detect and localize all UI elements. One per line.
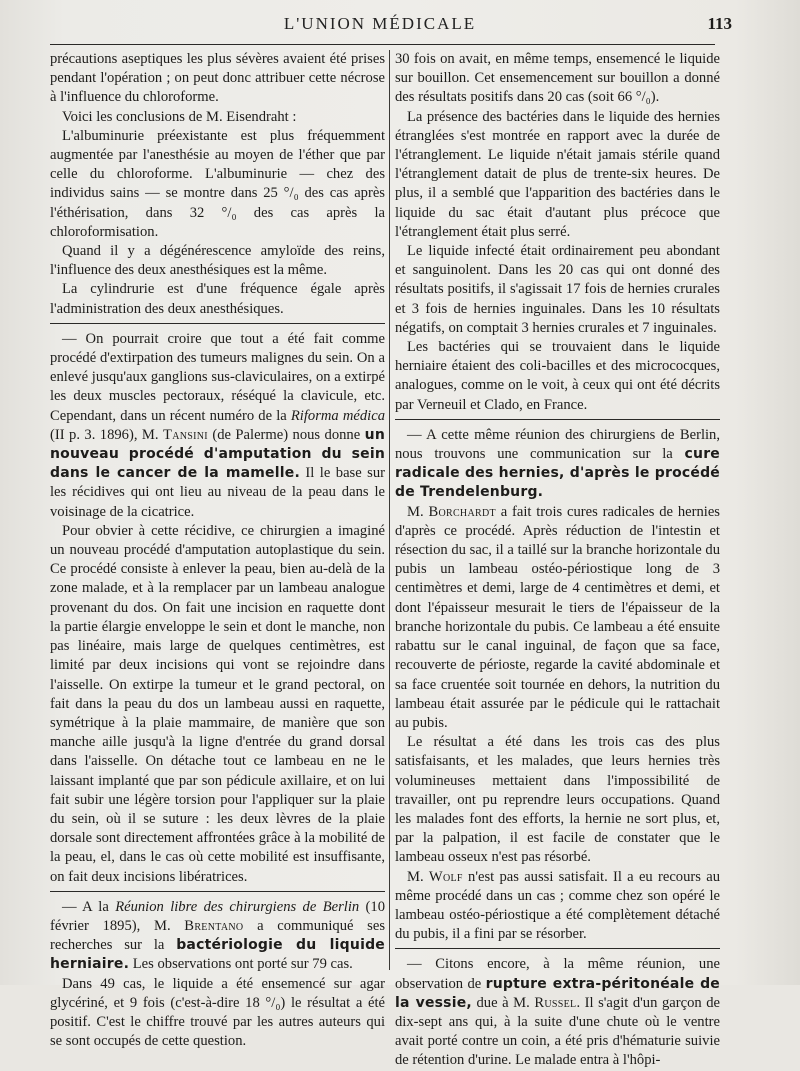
text-run: — On pourrait croire que tout a été fait comme procédé d'extirpation des tumeurs malignes du sein. On a enlevé jusqu'aux ganglions sus-claviculaires, on a extirpé les deux muscles pectoraux, réséqué la clavicule, etc. Cependant, dans un récent numéro de la (50, 330, 385, 424)
section-separator (395, 948, 720, 949)
paragraph-brentano (50, 898, 385, 975)
bold-topic: cure radicale des hernies, d'après le procédé de Trendelenburg. (395, 446, 720, 501)
author-name: Wolf (428, 868, 463, 885)
text-run: a communiqué ses recherches sur la (50, 917, 385, 954)
bold-topic: rupture extra-péritonéale de la vessie, (395, 975, 720, 1011)
text-run: . Il s'agit d'un garçon de dix-sept ans qui, à la suite d'une chute où le ventre avait porté contre un coin, a été pris d'hématurie suivie de rétention d'urine. Le malade entra à l'hôpi- (395, 994, 720, 1069)
left-column (50, 50, 385, 1051)
journal-title: L'UNION MÉDICALE (283, 14, 477, 33)
paragraph: Voici les conclusions de M. Eisendraht : (62, 108, 297, 125)
text-run: — Citons encore, à la même réunion, une observation de (395, 956, 720, 992)
text-run: M. (407, 868, 429, 885)
section-separator (50, 891, 385, 892)
paragraph: La présence des bactéries dans le liquide des hernies étranglées s'est montrée en rapport avec la durée de l'étranglement. Le liquide n'était jamais stérile quand l'étranglement datait de plus de trente-six heures. De plus, il a semblé que l'apparition des bactéries dans le liquide du sac était d'autant plus précoce que l'étranglement était plus serré. (395, 108, 720, 240)
text-run: Les observations ont porté sur 79 cas. (129, 956, 353, 973)
paragraph: La cylindrurie est d'une fréquence égale après l'administration des deux anesthésiques. (50, 281, 385, 317)
paragraph: Quand il y a dégénérescence amyloïde des reins, l'influence des deux anesthésiques est la même. (50, 243, 385, 279)
text-run: (II p. 3. 1896), M. (50, 426, 163, 443)
text-run: Il le base sur les récidives qui ont lieu au niveau de la peau dans le voisinage de la cicatrice. (50, 465, 385, 520)
paragraph: Dans 49 cas, le liquide a été ensemencé sur agar glycériné, et 9 fois (c'est-à-dire 18 °/₀) le résultat a été positif. C'est le chiffre trouvé par les autres auteurs qui se sont occupés de cette question. (50, 975, 385, 1050)
text-run: (de Palerme) nous donne (207, 426, 365, 443)
section-separator (50, 323, 385, 324)
paragraph: précautions aseptiques les plus sévères avaient été prises pendant l'opération ; on peut donc attribuer cette nécrose à l'influence du chloroforme. (50, 51, 385, 106)
column-divider (389, 50, 390, 970)
text-run: n'est pas aussi satisfait. Il a eu recours au même procédé dans un cas ; comme chez son opéré le lambeau ostéo-périostique a été complètement détaché du pubis, il a fini par se résorber. (395, 868, 720, 943)
text-run: — A la (62, 898, 116, 915)
journal-name: Riforma médica (290, 407, 385, 424)
author-name: Tansini (163, 426, 208, 443)
text-run: a fait trois cures radicales de hernies d'après ce procédé. Après réduction de l'intestin et résection du sac, il a taillé sur la branche horizontale du pubis un lambeau ostéo-périostique long de 3 centimètres et demi, large de 4 centimètres et demi, et dont l'épaisseur mesurait le tiers de l'épaisseur de la branche horizontale du pubis. Ce lambeau a été ensuite rabattu sur le canal inguinal, de façon que sa face, recouverte de périoste, regarde la cavité abdominale et sa face cruentée soit tournée en dehors, la nutrition du lambeau était assurée par le pédicule qui le rattachait au pubis. (395, 503, 720, 731)
author-name: Brentano (184, 917, 244, 934)
paragraph: Les bactéries qui se trouvaient dans le liquide herniaire étaient des coli-bacilles et des micrococques, analogues, comme on le voit, à ceux qui ont été décrits par Verneuil et Clado, en France. (395, 339, 720, 413)
right-column (395, 50, 720, 1071)
running-header (40, 14, 732, 40)
paragraph-tansini (50, 330, 385, 522)
bold-topic: bactériologie du liquide herniaire. (50, 937, 385, 973)
paragraph: Le liquide infecté était ordinairement peu abondant et sanguinolent. Dans les 20 cas qui ont donné des résultats positifs, il s'agissait 17 fois de hernies crurales et 3 fois de hernies inguinales. Dans les 10 résultats négatifs, on comptait 3 hernies crurales et 7 inguinales. (395, 243, 720, 336)
text-run: M. (407, 503, 429, 520)
meeting-name: Réunion libre des chirurgiens de Berlin (115, 898, 360, 915)
paragraph: L'albuminurie préexistante est plus fréquemment augmentée par l'anesthésie au moyen de l'éther que par celle du chloroforme. L'albuminurie — chez des individus sains — se montre dans 25 °/₀ des cas après l'éthérisation, dans 32 °/₀ des cas après la chloroformisation. (50, 127, 385, 240)
page-number: 113 (707, 14, 732, 33)
bold-topic: un nouveau procédé d'amputation du sein dans le cancer de la mamelle. (50, 426, 385, 482)
paragraph-wolf (395, 868, 720, 945)
header-rule (50, 44, 715, 45)
paragraph: Pour obvier à cette récidive, ce chirurgien a imaginé un nouveau procédé d'amputation autoplastique du sein. Ce procédé consiste à enlever la peau, bien au-delà de la zone malade, et à la remplacer par un lambeau analogue provenant du dos. On fait une incision en raquette dont la partie élargie enveloppe le sein et dont le manche, non pas linéaire, mais large de quelques centimètres, est limité par deux incisions qui vont se rejoindre dans l'aisselle. On extirpe la tumeur et le grand pectoral, on fait dans la peau du dos un lambeau aussi en raquette, symétrique à la plaie mammaire, de manière que son manche aille jusqu'à la ligne d'entrée du grand dorsal dans l'aisselle. On détache tout ce lambeau en ne le laissant implanté que par son pédicule axillaire, et on lui fait subir une légère torsion pour l'appliquer sur la plaie du sein, où il se suture : les deux lèvres de la plaie dorsale sont directement affrontées grâce à la mobilité de la peau, el, dans le cas où cette mobilité est insuffisante, on fait deux incisions libératrices. (50, 522, 385, 885)
section-separator (395, 419, 720, 420)
paragraph-trendelenburg (395, 426, 720, 503)
paragraph: Le résultat a été dans les trois cas des plus satisfaisants, et les malades, que leurs hernies très volumineuses mettaient dans l'impossibilité de travailler, ont pu reprendre leurs occupations. Quand les malades font des efforts, la hernie ne sort plus, et, par la palpation, il est facile de constater que le lambeau osseux n'est pas résorbé. (395, 734, 720, 866)
text-run: — A cette même réunion des chirurgiens de Berlin, nous trouvons une communication sur la (395, 426, 720, 463)
paragraph-russel (395, 955, 720, 1070)
author-name: Russel (534, 994, 577, 1011)
text-run: due à M. (471, 994, 535, 1011)
text-run: (10 février 1895), M. (50, 898, 385, 934)
paragraph-borchardt (395, 503, 720, 733)
author-name: Borchardt (428, 503, 496, 520)
paragraph: 30 fois on avait, en même temps, ensemencé le liquide sur bouillon. Cet ensemencement sur bouillon a donné des résultats positifs dans 20 cas (soit 66 °/₀). (395, 51, 720, 106)
